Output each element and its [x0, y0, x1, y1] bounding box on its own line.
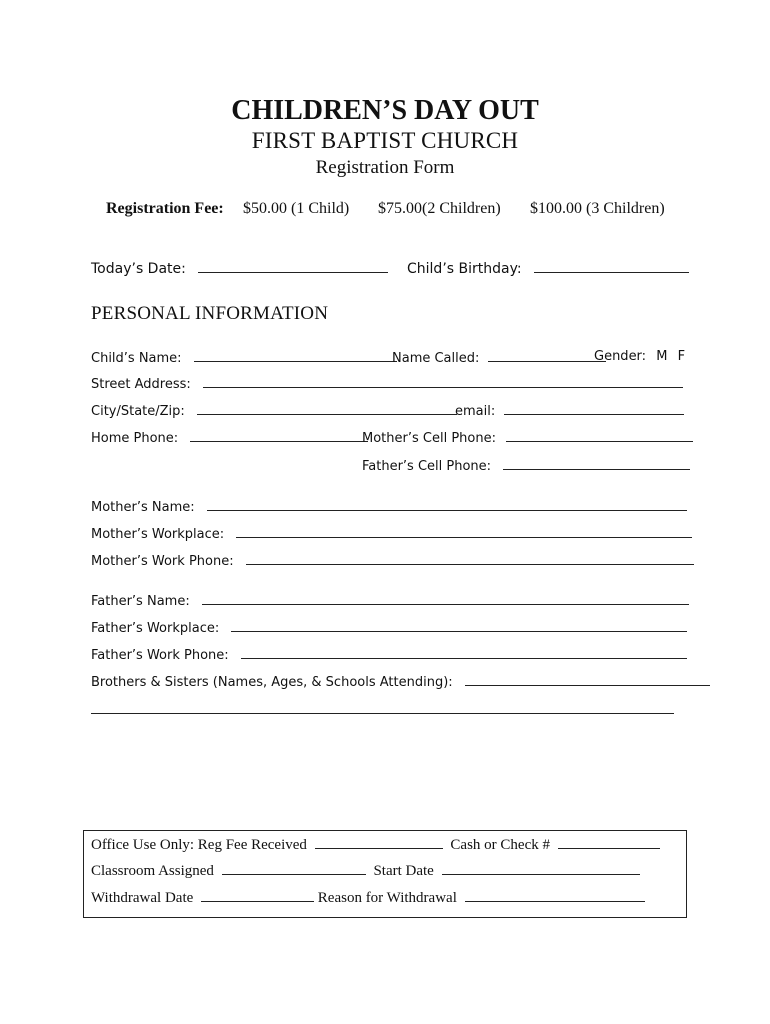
- fathers-workplace-label: Father’s Workplace:: [91, 621, 220, 636]
- mothers-name-label: Mother’s Name:: [91, 500, 195, 515]
- mothers-workplace-label: Mother’s Workplace:: [91, 527, 225, 542]
- name-called-blank[interactable]: [488, 349, 606, 362]
- fathers-name-label: Father’s Name:: [91, 594, 190, 609]
- mothers-cell-blank[interactable]: [506, 429, 693, 442]
- todays-date-field: [91, 260, 388, 277]
- start-date-label: Start Date: [373, 863, 434, 879]
- childs-name-blank[interactable]: [194, 349, 397, 362]
- childs-birthday-blank[interactable]: [534, 260, 689, 273]
- street-address-field: [91, 375, 683, 392]
- form-title: CHILDREN’S DAY OUT: [231, 95, 539, 126]
- childs-birthday-field: [407, 260, 689, 277]
- fee-two-children: $75.00(2 Children): [378, 200, 501, 217]
- office-row-classroom: [91, 862, 640, 880]
- mothers-work-phone-label: Mother’s Work Phone:: [91, 554, 234, 569]
- withdrawal-date-blank[interactable]: [201, 889, 314, 902]
- todays-date-blank[interactable]: [198, 260, 388, 273]
- church-name: FIRST BAPTIST CHURCH: [251, 128, 519, 153]
- fathers-cell-label: Father’s Cell Phone:: [362, 459, 492, 474]
- street-address-blank[interactable]: [203, 375, 683, 388]
- mothers-name-blank[interactable]: [207, 498, 687, 511]
- siblings-field: [91, 673, 710, 690]
- cash-check-label: Cash or Check #: [450, 837, 550, 853]
- home-phone-label: Home Phone:: [91, 431, 179, 446]
- mothers-workplace-field: [91, 525, 692, 542]
- fathers-cell-field: [362, 457, 690, 474]
- mothers-workplace-blank[interactable]: [236, 525, 692, 538]
- registration-fee-label: Registration Fee:: [106, 200, 224, 217]
- siblings-continuation-blank[interactable]: [91, 701, 674, 714]
- email-field: [455, 402, 684, 419]
- city-state-zip-label: City/State/Zip:: [91, 404, 185, 419]
- email-label: email:: [455, 404, 496, 419]
- city-state-zip-blank[interactable]: [197, 402, 457, 415]
- reg-fee-blank[interactable]: [315, 836, 443, 849]
- fathers-work-phone-field: [91, 646, 687, 663]
- name-called-label: Name Called:: [392, 351, 480, 366]
- fathers-workplace-blank[interactable]: [231, 619, 687, 632]
- fathers-name-blank[interactable]: [202, 592, 689, 605]
- reason-label: Reason for Withdrawal: [317, 890, 457, 906]
- email-blank[interactable]: [504, 402, 684, 415]
- fathers-work-phone-label: Father’s Work Phone:: [91, 648, 229, 663]
- office-use-box: [83, 830, 687, 918]
- fee-one-child: $50.00 (1 Child): [243, 200, 350, 217]
- todays-date-label: Today’s Date:: [91, 261, 186, 277]
- reg-fee-label: Office Use Only: Reg Fee Received: [91, 837, 307, 853]
- mothers-cell-field: [362, 429, 693, 446]
- childs-name-label: Child’s Name:: [91, 351, 182, 366]
- name-called-field: [392, 349, 606, 366]
- childs-birthday-label: Child’s Birthday:: [407, 261, 522, 277]
- office-row-fee: [91, 836, 660, 854]
- mothers-cell-label: Mother’s Cell Phone:: [362, 431, 496, 446]
- fathers-cell-blank[interactable]: [503, 457, 690, 470]
- city-state-zip-field: [91, 402, 457, 419]
- gender-label: Gender:: [594, 349, 647, 364]
- form-subtitle: Registration Form: [315, 157, 455, 178]
- street-address-label: Street Address:: [91, 377, 191, 392]
- siblings-label: Brothers & Sisters (Names, Ages, & Schools Attending):: [91, 675, 453, 690]
- office-row-withdrawal: [91, 889, 645, 907]
- classroom-label: Classroom Assigned: [91, 863, 214, 879]
- mothers-work-phone-field: [91, 552, 694, 569]
- childs-name-field: [91, 349, 397, 366]
- withdrawal-date-label: Withdrawal Date: [91, 890, 194, 906]
- reason-blank[interactable]: [465, 889, 645, 902]
- gender-field: [594, 349, 685, 364]
- fathers-work-phone-blank[interactable]: [241, 646, 687, 659]
- fathers-workplace-field: [91, 619, 687, 636]
- mothers-work-phone-blank[interactable]: [246, 552, 694, 565]
- fee-three-children: $100.00 (3 Children): [530, 200, 665, 217]
- home-phone-blank[interactable]: [190, 429, 368, 442]
- mothers-name-field: [91, 498, 687, 515]
- personal-info-heading: PERSONAL INFORMATION: [91, 303, 329, 324]
- siblings-blank[interactable]: [465, 673, 710, 686]
- cash-check-blank[interactable]: [558, 836, 660, 849]
- classroom-blank[interactable]: [222, 862, 366, 875]
- fathers-name-field: [91, 592, 689, 609]
- gender-option-f[interactable]: F: [677, 349, 686, 364]
- gender-option-m[interactable]: M: [656, 349, 668, 364]
- home-phone-field: [91, 429, 368, 446]
- start-date-blank[interactable]: [442, 862, 640, 875]
